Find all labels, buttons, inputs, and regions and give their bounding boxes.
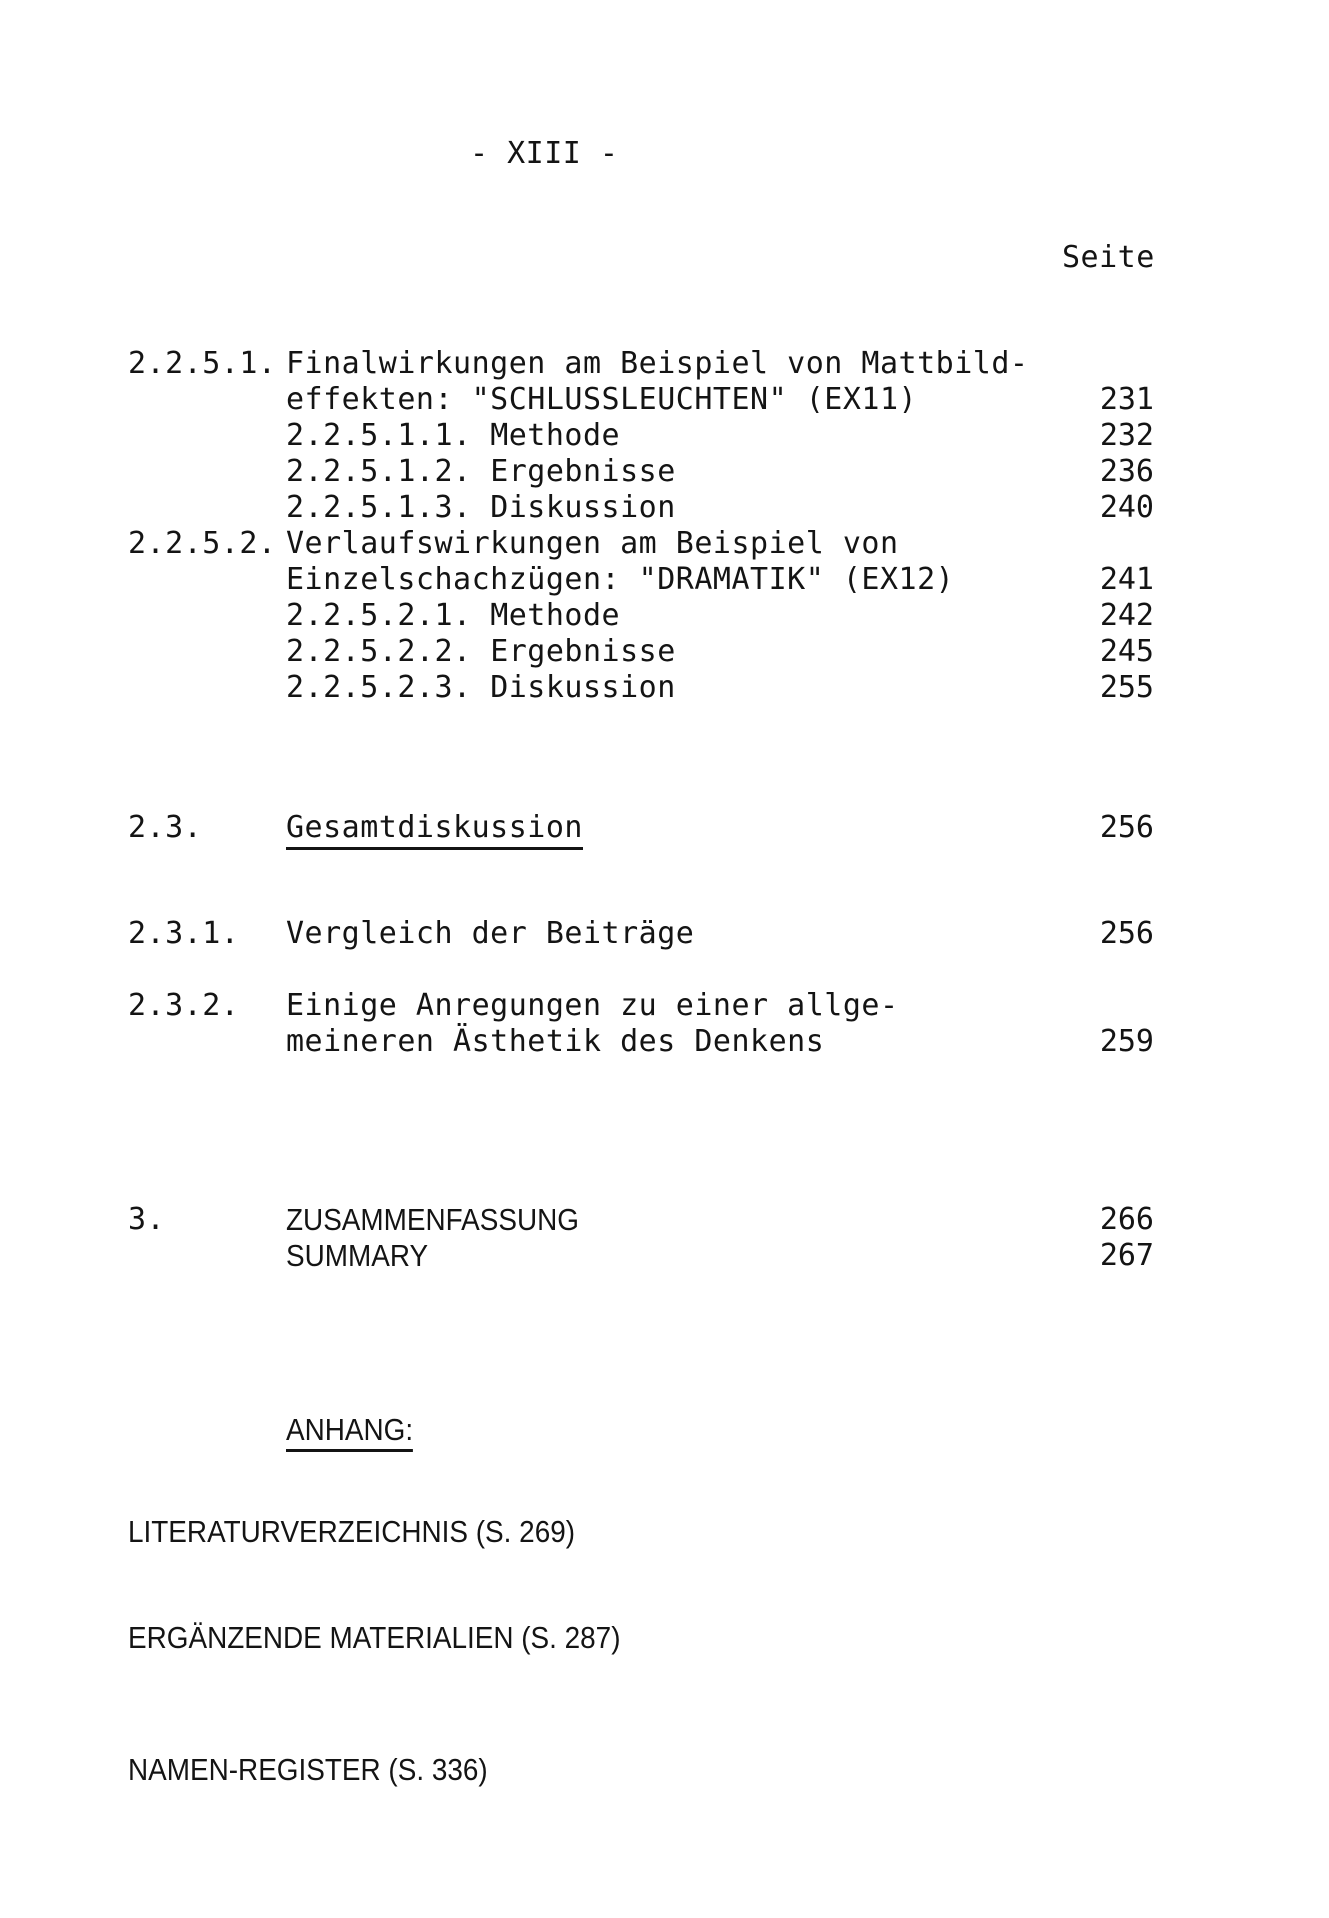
toc-entry-title: Verlaufswirkungen am Beispiel von — [286, 526, 899, 561]
column-header-seite: Seite — [1062, 240, 1155, 275]
toc-entry-page: 266 — [1099, 1202, 1154, 1237]
toc-entry-page: 267 — [1099, 1238, 1154, 1273]
toc-entry-title: Ergebnisse — [490, 454, 676, 489]
section-heading-underlined: Gesamtdiskussion — [286, 810, 583, 850]
toc-entry-page: 241 — [1099, 562, 1154, 597]
toc-entry-title: ZUSAMMENFASSUNG — [286, 1202, 579, 1237]
toc-entry-page: 255 — [1099, 670, 1154, 705]
toc-entry-title: Einzelschachzügen: "DRAMATIK" (EX12) — [286, 562, 955, 597]
toc-entry-page: 259 — [1099, 1024, 1154, 1059]
toc-entry-page: 256 — [1099, 916, 1154, 951]
toc-entry-title: Diskussion — [490, 490, 676, 525]
toc-entry-number: 2.3.2. — [128, 988, 240, 1023]
toc-subentry — [286, 634, 676, 670]
toc-entry-number: 2.2.5.1.2. — [286, 454, 472, 489]
toc-entry-number: 2.2.5.1.1. — [286, 418, 472, 453]
toc-entry-title: SUMMARY — [286, 1238, 429, 1273]
toc-entry-number: 2.2.5.1. — [128, 346, 277, 381]
toc-entry-title — [286, 810, 583, 846]
toc-entry-page: 256 — [1099, 810, 1154, 845]
toc-entry-title: Diskussion — [490, 670, 676, 705]
toc-entry-page: 231 — [1099, 382, 1154, 417]
appendix-item: LITERATURVERZEICHNIS (S. 269) — [128, 1514, 576, 1549]
toc-entry-page: 245 — [1099, 634, 1154, 669]
toc-entry-title: Ergebnisse — [490, 634, 676, 669]
toc-subentry — [286, 490, 676, 526]
toc-subentry — [286, 418, 620, 454]
toc-entry-page: 232 — [1099, 418, 1154, 453]
toc-entry-number: 2.2.5.1.3. — [286, 490, 472, 525]
appendix-item: ERGÄNZENDE MATERIALIEN (S. 287) — [128, 1620, 621, 1655]
toc-entry-title: Finalwirkungen am Beispiel von Mattbild- — [286, 346, 1029, 381]
page-number: - XIII - — [470, 136, 619, 171]
toc-entry-title: Einige Anregungen zu einer allge- — [286, 988, 899, 1023]
toc-entry-page: 240 — [1099, 490, 1154, 525]
toc-entry-number: 2.2.5.2.2. — [286, 634, 472, 669]
toc-entry-number: 3. — [128, 1202, 166, 1237]
appendix-item: NAMEN-REGISTER (S. 336) — [128, 1752, 488, 1787]
toc-subentry — [286, 598, 620, 634]
appendix-heading: ANHANG: — [286, 1412, 413, 1448]
toc-entry-number: 2.3.1. — [128, 916, 240, 951]
toc-entry-title: meineren Ästhetik des Denkens — [286, 1024, 825, 1059]
toc-entry-title: Methode — [490, 418, 621, 453]
toc-entry-title: Vergleich der Beiträge — [286, 916, 695, 951]
toc-entry-title: Methode — [490, 598, 621, 633]
toc-entry-title: effekten: "SCHLUSSLEUCHTEN" (EX11) — [286, 382, 918, 417]
toc-entry-number: 2.2.5.2.3. — [286, 670, 472, 705]
toc-entry-page: 236 — [1099, 454, 1154, 489]
toc-entry-page: 242 — [1099, 598, 1154, 633]
toc-entry-number: 2.2.5.2.1. — [286, 598, 472, 633]
toc-entry-number: 2.3. — [128, 810, 203, 845]
toc-subentry — [286, 670, 676, 706]
toc-entry-number: 2.2.5.2. — [128, 526, 277, 561]
toc-subentry — [286, 454, 676, 490]
